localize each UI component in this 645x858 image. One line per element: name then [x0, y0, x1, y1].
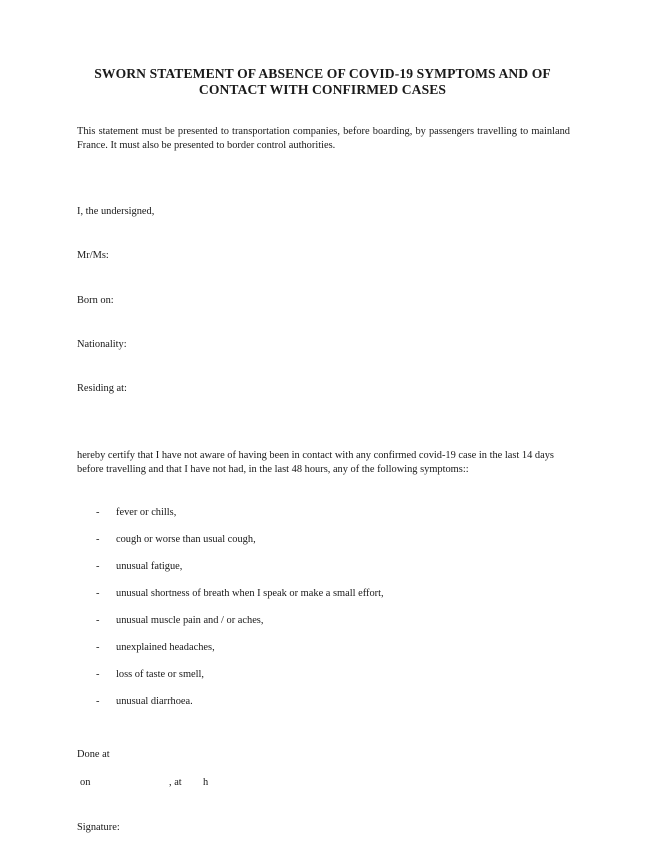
symptom-text: loss of taste or smell, [116, 669, 205, 680]
symptom-text: unusual fatigue, [116, 561, 183, 572]
symptom-text: unusual shortness of breath when I speak or make a small effort, [116, 588, 384, 599]
certification-paragraph: hereby certify that I have not aware of having been in contact with any confirmed covid-19 case in the last 14 days before travelling and that I have not had, in the last 48 hours, any of the following symptoms:: [77, 450, 554, 475]
bullet-dash: - [96, 615, 100, 626]
symptom-text: unusual diarrhoea. [116, 696, 193, 707]
symptom-text: unusual muscle pain and / or aches, [116, 615, 264, 626]
hour-label: h [203, 777, 209, 788]
bullet-dash: - [96, 642, 100, 653]
bullet-dash: - [96, 561, 100, 572]
time-at-label: , at [169, 777, 182, 788]
date-time-row [80, 776, 280, 790]
bullet-dash: - [96, 588, 100, 599]
symptom-text: unexplained headaches, [116, 642, 215, 653]
bullet-dash: - [96, 696, 100, 707]
residing-at-field-label: Residing at: [77, 383, 127, 394]
document-title: SWORN STATEMENT OF ABSENCE OF COVID-19 SYMPTOMS AND OF CONTACT WITH CONFIRMED CASES [94, 66, 551, 97]
date-on-label: on [80, 777, 91, 788]
undersigned-label: I, the undersigned, [77, 206, 155, 217]
symptom-text: cough or worse than usual cough, [116, 534, 256, 545]
bullet-dash: - [96, 534, 100, 545]
symptom-text: fever or chills, [116, 507, 177, 518]
nationality-field-label: Nationality: [77, 339, 127, 350]
born-on-field-label: Born on: [77, 295, 114, 306]
name-field-label: Mr/Ms: [77, 250, 109, 261]
bullet-dash: - [96, 669, 100, 680]
done-at-label: Done at [77, 749, 110, 760]
bullet-dash: - [96, 507, 100, 518]
signature-label: Signature: [77, 822, 120, 833]
intro-paragraph: This statement must be presented to transportation companies, before boarding, by passengers travelling to mainland France. It must also be presented to border control authorities. [77, 126, 570, 151]
